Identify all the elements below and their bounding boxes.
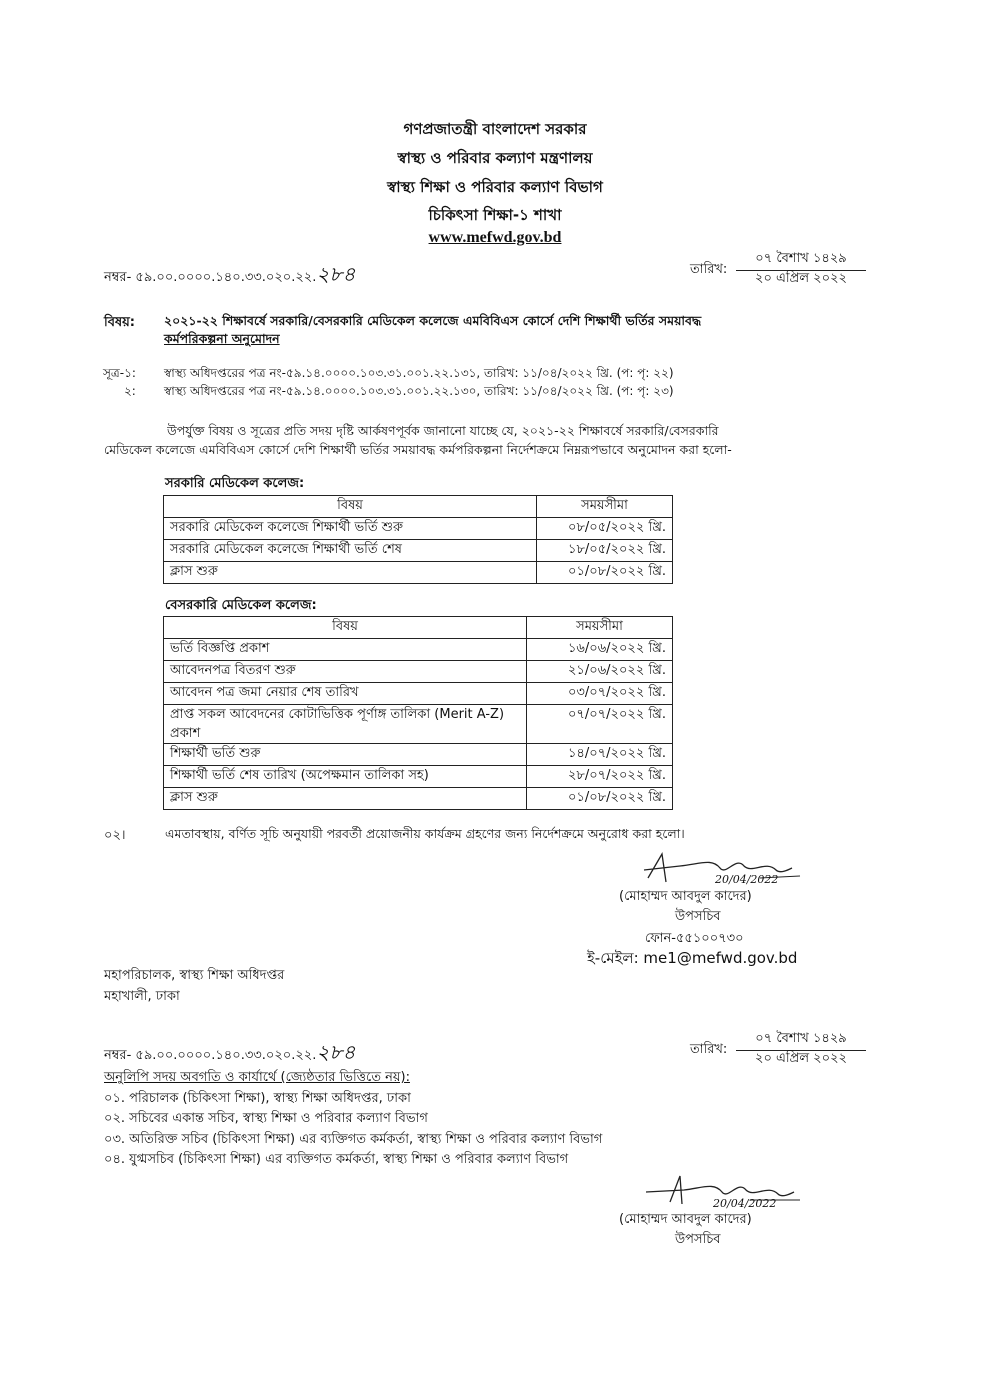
signatory2-title: উপসচিব [675,1232,721,1247]
row-date: ০৩/০৭/২০২২ খ্রি. [527,683,673,705]
signatory-name: (মোহাম্মদ আবদুল কাদের) [619,889,752,904]
memo2-date-label: তারিখ: [690,1042,728,1057]
row-date: ১৬/০৬/২০২২ খ্রি. [527,639,673,661]
gov-schedule-table [163,495,673,584]
signatory-email: ই-মেইল: me1@mefwd.gov.bd [587,949,798,967]
table-header-row [164,617,673,639]
row-date: ২৮/০৭/২০২২ খ্রি. [527,766,673,788]
reference-2-label: ২: [124,384,136,398]
memo2-number-handwritten: ২৮৪ [316,1040,356,1064]
website-link[interactable]: www.mefwd.gov.bd [428,229,562,246]
header-line-1: গণপ্রজাতন্ত্রী বাংলাদেশ সরকার [403,120,587,138]
copy-heading: অনুলিপি সদয় অবগতি ও কার্যার্থে (জ্যেষ্ঠতার ভিত্তিতে নয়): [104,1070,410,1085]
reference-2-text: স্বাস্থ্য অধিদপ্তরের পত্র নং-৫৯.১৪.০০০০.১০৩.৩১.০০১.২২.১৩০, তারিখ: ১১/০৪/২০২২ খ্রি. (প: পৃ: ২৩) [164,384,674,398]
signature2-handwritten-date: 20/04/2022 [713,1197,777,1210]
header-line-4: চিকিৎসা শিক্ষা-১ শাখা [428,206,562,224]
table-row [164,562,673,584]
column-header-deadline: সময়সীমা [527,617,673,639]
copy-item: ০৪. যুগ্মসচিব (চিকিৎসা শিক্ষা) এর ব্যক্তিগত কর্মকর্তা, স্বাস্থ্য শিক্ষা ও পরিবার কল্যাণ বিভাগ [104,1152,569,1167]
gov-table-heading: সরকারি মেডিকেল কলেজ: [165,476,305,491]
column-header-deadline: সময়সীমা [537,496,673,518]
table-row [164,518,673,540]
table-row [164,705,673,744]
recipient-line-1: মহাপরিচালক, স্বাস্থ্য শিক্ষা অধিদপ্তর [104,968,285,983]
row-date: ০৮/০৫/২০২২ খ্রি. [537,518,673,540]
memo-date-bangla: ০৭ বৈশাখ ১৪২৯ [736,249,866,271]
row-subject: আবেদন পত্র জমা নেয়ার শেষ তারিখ [164,683,527,705]
subject-line-2: কর্মপরিকল্পনা অনুমোদন [164,331,280,346]
memo-number [104,260,355,293]
memo-number-label: নম্বর- ৫৯.০০.০০০০.১৪০.৩৩.০২০.২২. [104,270,317,285]
row-date: ২১/০৬/২০২২ খ্রি. [527,661,673,683]
body-paragraph-line-2: মেডিকেল কলেজে এমবিবিএস কোর্সে দেশি শিক্ষার্থী ভর্তির সময়াবদ্ধ কর্মপরিকল্পনা নির্দেশক্রমে নিম্নরূপভাবে অনুমোদন করা হলো- [104,442,732,457]
row-subject: সরকারি মেডিকেল কলেজে শিক্ষার্থী ভর্তি শুরু [164,518,537,540]
column-header-subject: বিষয় [164,496,537,518]
row-date: ০১/০৮/২০২২ খ্রি. [537,562,673,584]
subject-label: বিষয়: [104,315,135,330]
row-subject: ক্লাস শুরু [164,788,527,810]
paragraph-2-text: এমতাবস্থায়, বর্ণিত সূচি অনুযায়ী পরবর্তী প্রয়োজনীয় কার্যক্রম গ্রহণের জন্য নির্দেশক্রমে অনুরোধ করা হলো। [165,826,685,841]
row-subject: আবেদনপত্র বিতরণ শুরু [164,661,527,683]
row-date: ১৮/০৫/২০২২ খ্রি. [537,540,673,562]
copy-item: ০৩. অতিরিক্ত সচিব (চিকিৎসা শিক্ষা) এর ব্যক্তিগত কর্মকর্তা, স্বাস্থ্য শিক্ষা ও পরিবার কল্যাণ বিভাগ [104,1132,603,1147]
row-subject: শিক্ষার্থী ভর্তি শেষ তারিখ (অপেক্ষমান তালিকা সহ) [164,766,527,788]
table-row [164,744,673,766]
header-line-3: স্বাস্থ্য শিক্ষা ও পরিবার কল্যাণ বিভাগ [387,178,603,196]
header-line-2: স্বাস্থ্য ও পরিবার কল্যাণ মন্ত্রণালয় [397,149,593,167]
table-row [164,540,673,562]
memo2-number [104,1038,355,1071]
column-header-subject: বিষয় [164,617,527,639]
signature-handwritten-date: 20/04/2022 [715,873,779,886]
table-row [164,661,673,683]
table-row [164,766,673,788]
table-row [164,788,673,810]
row-date: ০৭/০৭/২০২২ খ্রি. [527,705,673,744]
row-subject: শিক্ষার্থী ভর্তি শুরু [164,744,527,766]
table-header-row [164,496,673,518]
copy-item: ০১. পরিচালক (চিকিৎসা শিক্ষা), স্বাস্থ্য শিক্ষা অধিদপ্তর, ঢাকা [104,1091,411,1106]
row-date: ১৪/০৭/২০২২ খ্রি. [527,744,673,766]
memo-date-english: ২০ এপ্রিল ২০২২ [755,271,847,286]
paragraph-2-number: ০২। [104,828,126,843]
signatory-phone: ফোন-৫৫১০০৭৩০ [645,931,744,946]
reference-1-label: সূত্র-১: [103,366,136,380]
memo2-date-bangla: ০৭ বৈশাখ ১৪২৯ [736,1029,866,1051]
recipient-line-2: মহাখালী, ঢাকা [104,989,180,1004]
memo-number-handwritten: ২৮৪ [316,262,356,286]
memo2-number-label: নম্বর- ৫৯.০০.০০০০.১৪০.৩৩.০২০.২২. [104,1048,317,1063]
private-schedule-table [163,616,673,810]
body-paragraph-line-1: উপর্যুক্ত বিষয় ও সূত্রের প্রতি সদয় দৃষ্টি আর্কষণপূর্বক জানানো যাচ্ছে যে, ২০২১-২২ শিক্ষাবর্ষে সরকারি/বেসরকারি [167,423,719,438]
copy-item: ০২. সচিবের একান্ত সচিব, স্বাস্থ্য শিক্ষা ও পরিবার কল্যাণ বিভাগ [104,1111,428,1126]
row-subject: ভর্তি বিজ্ঞপ্তি প্রকাশ [164,639,527,661]
table-row [164,683,673,705]
private-table-heading: বেসরকারি মেডিকেল কলেজ: [165,598,317,613]
row-subject: প্রাপ্ত সকল আবেদনের কোটাভিত্তিক পূর্ণাঙ্গ তালিকা (Merit A-Z) প্রকাশ [164,705,527,744]
table-row [164,639,673,661]
memo-date-label: তারিখ: [690,262,728,277]
signatory-title: উপসচিব [675,909,721,924]
reference-1-text: স্বাস্থ্য অধিদপ্তরের পত্র নং-৫৯.১৪.০০০০.১০৩.৩১.০০১.২২.১৩১, তারিখ: ১১/০৪/২০২২ খ্রি. (প: পৃ: ২২) [164,366,674,380]
row-subject: সরকারি মেডিকেল কলেজে শিক্ষার্থী ভর্তি শেষ [164,540,537,562]
row-date: ০১/০৮/২০২২ খ্রি. [527,788,673,810]
memo2-date-english: ২০ এপ্রিল ২০২২ [755,1051,847,1066]
signatory2-name: (মোহাম্মদ আবদুল কাদের) [619,1212,752,1227]
subject-line-1: ২০২১-২২ শিক্ষাবর্ষে সরকারি/বেসরকারি মেডিকেল কলেজে এমবিবিএস কোর্সে দেশি শিক্ষার্থী ভর্তির সময়াবদ্ধ [164,313,702,328]
row-subject: ক্লাস শুরু [164,562,537,584]
